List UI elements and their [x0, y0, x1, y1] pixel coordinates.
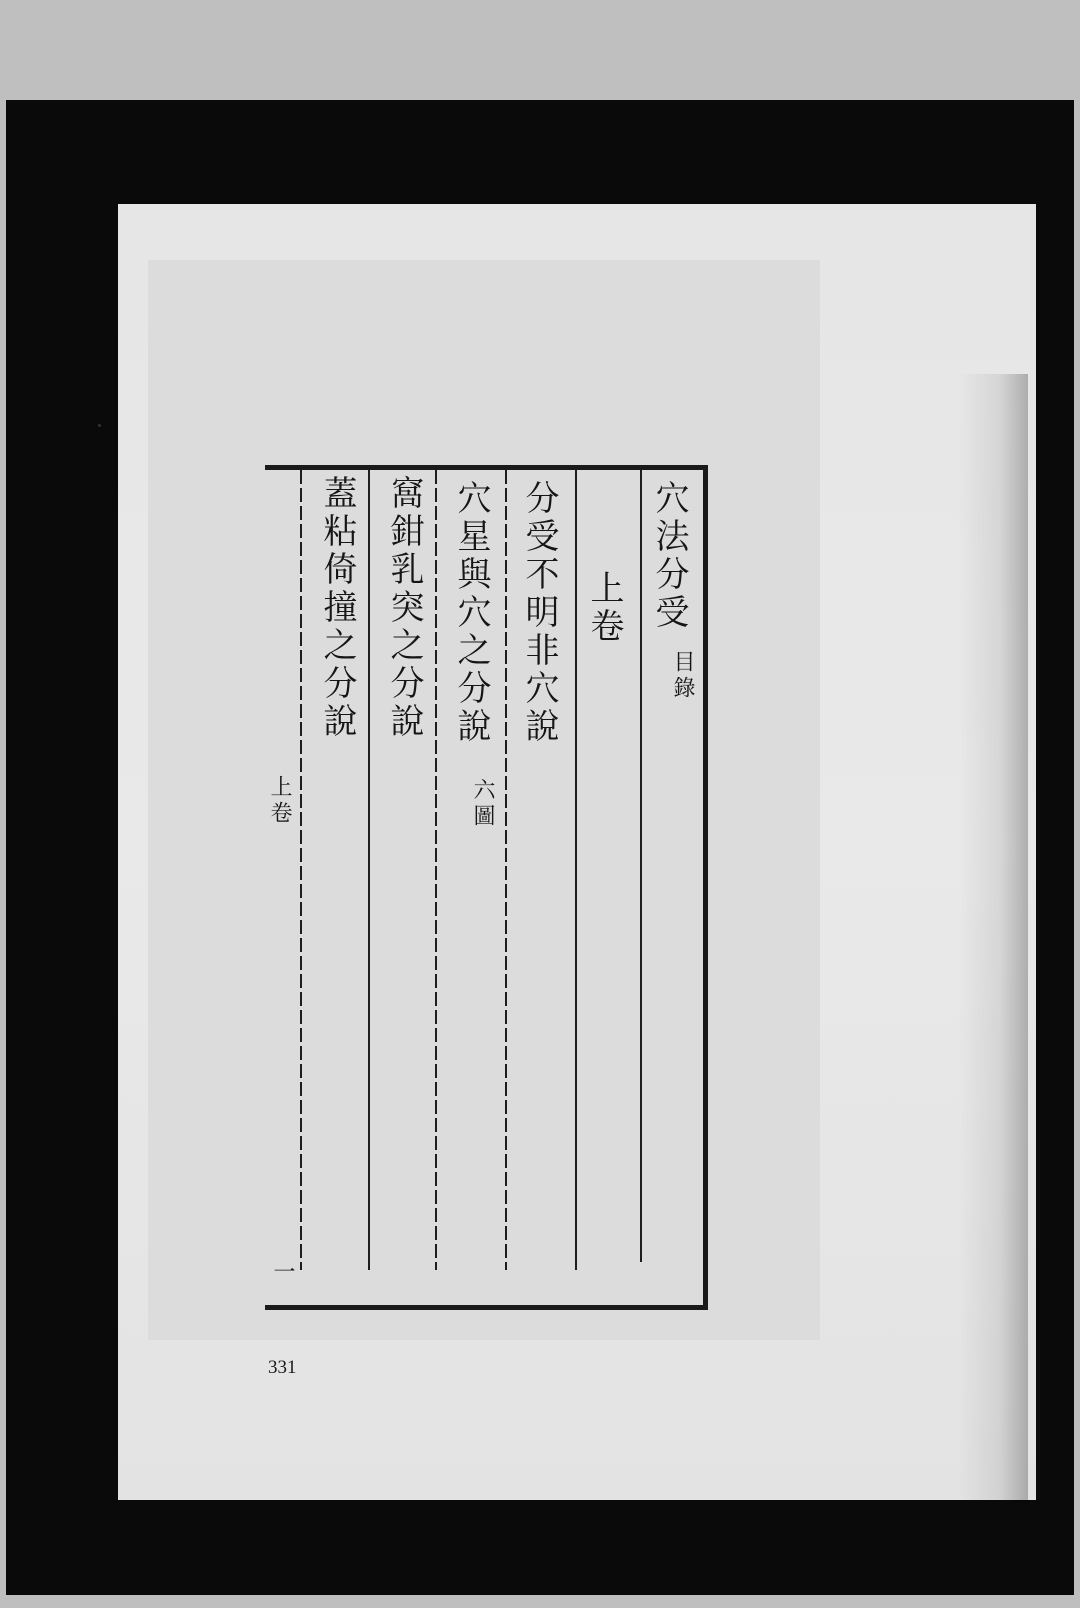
margin-volume-label: 上卷 [267, 775, 292, 827]
column-rule [368, 470, 370, 1270]
toc-entry-note: 六圖 [470, 778, 495, 830]
leaf-number: 一 [270, 1260, 295, 1286]
column-rule [575, 470, 577, 1270]
volume-heading: 上卷 [584, 570, 624, 646]
column-rule [300, 470, 302, 1270]
book-title: 穴法分受 [649, 480, 689, 632]
ink-speck [98, 424, 101, 427]
column-rule [640, 470, 642, 1262]
toc-entry: 蓋粘倚撞之分說 [317, 475, 357, 741]
toc-entry: 分受不明非穴說 [519, 480, 559, 746]
toc-entry: 穴星與穴之分說 [451, 480, 491, 746]
column-rule [505, 470, 507, 1270]
column-rule [435, 470, 437, 1270]
page-number: 331 [268, 1357, 297, 1378]
binding-shadow [958, 374, 1028, 1502]
toc-entry: 窩鉗乳突之分說 [384, 475, 424, 741]
catalog-label: 目錄 [670, 650, 695, 702]
